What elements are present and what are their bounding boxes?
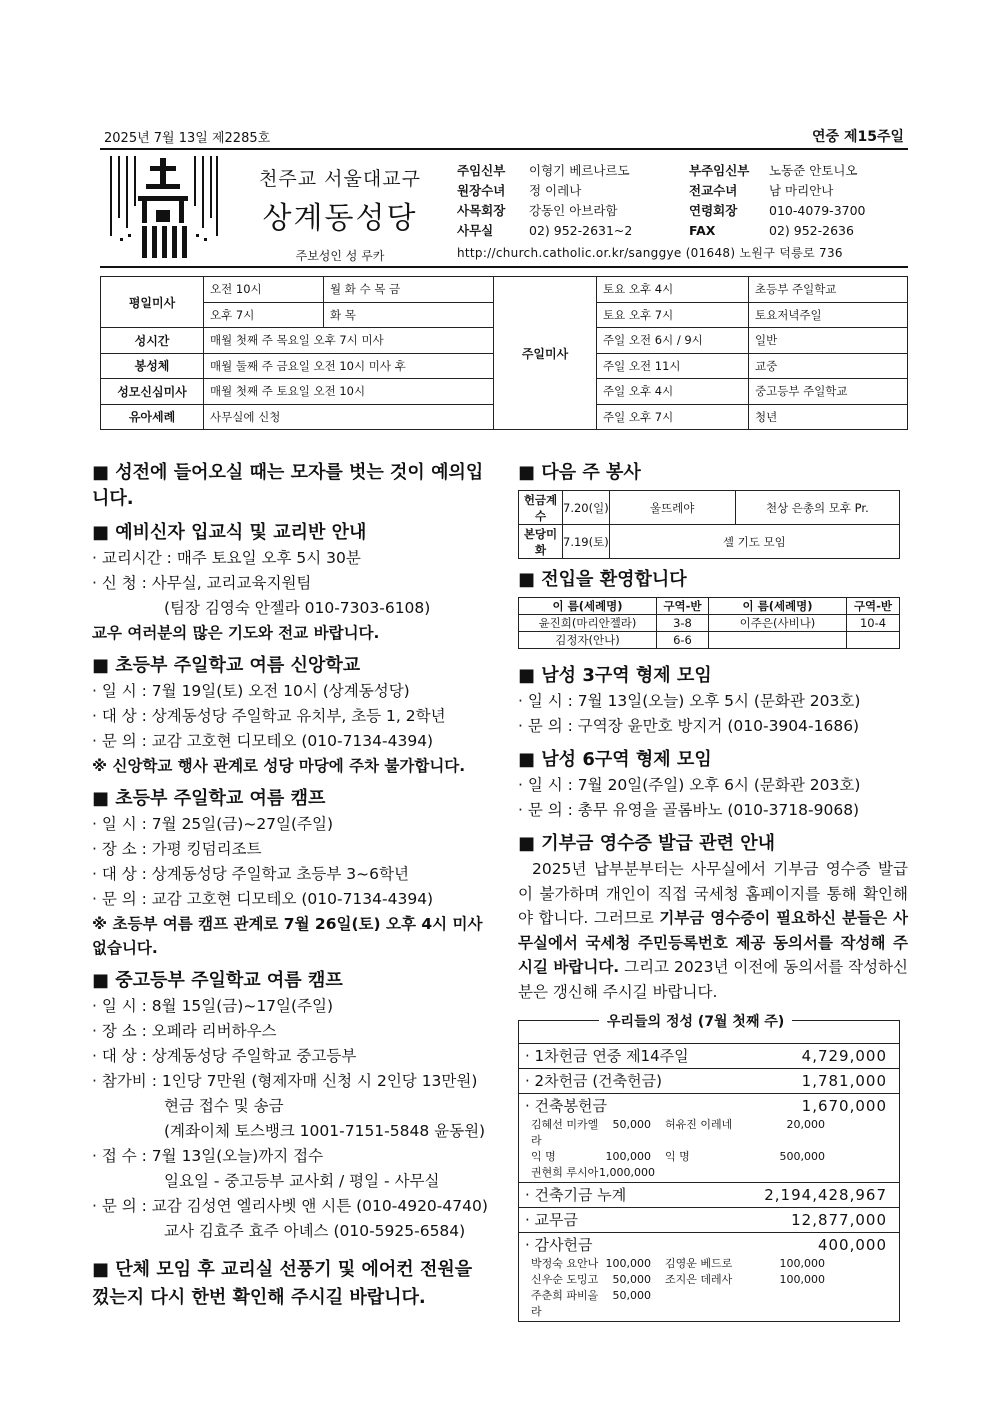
notice-line: 일요일 - 중고등부 교사회 / 평일 - 사무실 xyxy=(164,1172,440,1190)
info-row xyxy=(457,160,907,180)
offering-label: · 감사헌금 xyxy=(525,1236,593,1254)
left-column xyxy=(92,460,487,1312)
info-row xyxy=(457,180,907,200)
welcome-header: 이 름(세례명) xyxy=(709,598,847,615)
schedule-cell: 화 목 xyxy=(324,302,494,328)
service-cell: 천상 은총의 모후 Pr. xyxy=(735,491,899,525)
service-cell: 7.19(토) xyxy=(563,525,610,559)
donor-amount: 50,000 xyxy=(612,1289,651,1302)
offerings-title: 우리들의 정성 (7월 첫째 주) xyxy=(599,1011,792,1031)
info-value: 정 이레나 xyxy=(529,183,582,198)
welcome-header: 구역-반 xyxy=(847,598,900,615)
service-cell: 7.20(일) xyxy=(563,491,610,525)
donor-amount: 50,000 xyxy=(612,1273,651,1286)
notice-line: · 문 의 : 교감 김성연 엘리사벳 앤 시튼 (010-4920-4740) xyxy=(92,1197,488,1215)
donor-name: 허유진 이레네 xyxy=(665,1118,733,1131)
schedule-cell: 주일 오전 6시 / 9시 xyxy=(597,328,749,354)
service-cell: 울뜨레야 xyxy=(609,491,735,525)
notice-line: 교사 김효주 효주 아녜스 (010-5925-6584) xyxy=(164,1222,466,1240)
contact-info xyxy=(457,160,907,261)
donor-name: 박정숙 요안나 xyxy=(531,1257,599,1270)
notice-line: · 일 시 : 7월 20일(주일) 오후 6시 (문화관 203호) xyxy=(518,776,861,794)
info-value: 이형기 베르나르도 xyxy=(529,163,630,178)
welcome-cell: 이주은(사비나) xyxy=(709,615,847,632)
notice-line: · 문 의 : 총무 유영을 골롬바노 (010-3718-9068) xyxy=(518,801,860,819)
welcome-cell xyxy=(709,632,847,649)
right-column xyxy=(518,460,908,1322)
schedule-cell: 매월 첫째 주 목요일 오후 7시 미사 xyxy=(204,328,494,354)
bulletin-page xyxy=(92,129,908,1318)
donor-list xyxy=(525,1256,887,1320)
offering-label: · 건축기금 누계 xyxy=(525,1186,627,1204)
service-cell: 헌금계수 xyxy=(519,491,563,525)
info-row xyxy=(457,220,907,240)
offering-row xyxy=(519,1068,899,1093)
notice-line: · 장 소 : 오페라 리버하우스 xyxy=(92,1022,277,1040)
schedule-cell: 초등부 주일학교 xyxy=(749,277,908,303)
notice-line: · 대 상 : 상계동성당 주일학교 유치부, 초등 1, 2학년 xyxy=(92,707,446,725)
donor-name: 익 명 xyxy=(665,1150,690,1163)
donor-name: 주춘희 파비올라 xyxy=(531,1289,599,1318)
donor-name: 조지은 데레사 xyxy=(665,1273,733,1286)
anointing-label: 봉성체 xyxy=(101,353,204,379)
notice-line: · 참가비 : 1인당 7만원 (형제자매 신청 시 2인당 13만원) xyxy=(92,1072,478,1090)
schedule-cell: 매월 첫째 주 토요일 오전 10시 xyxy=(204,379,494,405)
diocese-name: 천주교 서울대교구 xyxy=(259,168,421,190)
notice-emphasis: ※ 초등부 여름 캠프 관계로 7월 26일(토) 오후 4시 미사 없습니다. xyxy=(92,915,483,957)
schedule-cell: 오후 7시 xyxy=(204,302,324,328)
para-emphasis: 기부금 영수증이 필요하신 분들은 사무실에서 국세청 주민등록번호 제공 동의서를 작성해 주시길 바랍니다. xyxy=(518,909,908,976)
schedule-cell: 토요 오후 7시 xyxy=(597,302,749,328)
offering-row xyxy=(519,1043,899,1068)
notice-line: · 장 소 : 가평 킹덤리조트 xyxy=(92,840,262,858)
donor-name: 권현희 루시아 xyxy=(531,1166,599,1179)
issue-line xyxy=(100,130,908,150)
issue-date: 2025년 7월 13일 제2285호 xyxy=(104,131,271,146)
donor-amount: 100,000 xyxy=(779,1257,825,1270)
donor-name: 김영운 베드로 xyxy=(665,1257,733,1270)
notice-line: · 신 청 : 사무실, 교리교육지원팀 xyxy=(92,574,312,592)
schedule-cell: 매월 둘째 주 금요일 오전 10시 미사 후 xyxy=(204,353,494,379)
info-key: 사목회장 xyxy=(457,203,506,218)
donor-amount: 50,000 xyxy=(612,1118,651,1131)
elementary-camp-title: ■ 초등부 주일학교 여름 캠프 xyxy=(92,788,326,809)
para-text: 2025년 납부분부터는 사무실에서 기부금 영수증 발급이 불가하며 개인이 직접 국세청 홈페이지를 통해 확인해야 합니다. 그러므로 xyxy=(518,860,908,927)
notice-line: · 대 상 : 상계동성당 주일학교 초등부 3~6학년 xyxy=(92,865,409,883)
mass-schedule-table xyxy=(100,276,908,430)
donor-name: 김혜선 미카엘라 xyxy=(531,1118,599,1147)
donor-name xyxy=(665,1288,763,1320)
schedule-cell: 토요저녁주일 xyxy=(749,302,908,328)
welcome-cell: 윤진희(마리안젤라) xyxy=(519,615,657,632)
offering-label: · 교무금 xyxy=(525,1211,579,1229)
info-key: 원장수녀 xyxy=(457,183,506,198)
info-key: 전교수녀 xyxy=(689,183,738,198)
info-value: 02) 952-2631~2 xyxy=(529,222,633,238)
schedule-cell: 주일 오후 7시 xyxy=(597,404,749,430)
notice-line: · 문 의 : 교감 고호현 디모테오 (010-7134-4394) xyxy=(92,732,434,750)
donor-amount xyxy=(763,1165,839,1181)
holy-hour-label: 성시간 xyxy=(101,328,204,354)
church-logo-icon xyxy=(108,156,218,260)
info-value: 노동준 안토니오 xyxy=(769,163,858,178)
schedule-cell: 주일 오후 4시 xyxy=(597,379,749,405)
faith-school-title: ■ 초등부 주일학교 여름 신앙학교 xyxy=(92,655,361,676)
donor-amount: 1,000,000 xyxy=(599,1166,655,1179)
donation-receipt-title: ■ 기부금 영수증 발급 관련 안내 xyxy=(518,833,775,854)
patron-saint: 주보성인 성 루카 xyxy=(295,249,385,263)
donor-name: 신우순 도밍고 xyxy=(531,1273,599,1286)
donor-amount xyxy=(763,1288,839,1320)
offering-amount: 400,000 xyxy=(817,1236,887,1254)
notice-line: · 일 시 : 7월 19일(토) 오전 10시 (상계동성당) xyxy=(92,682,410,700)
men-zone3-title: ■ 남성 3구역 형제 모임 xyxy=(518,665,712,686)
offering-row xyxy=(519,1207,899,1232)
donor-name: 익 명 xyxy=(531,1150,556,1163)
welcome-cell: 10-4 xyxy=(847,615,900,632)
welcome-header: 구역-반 xyxy=(657,598,709,615)
donor-amount: 500,000 xyxy=(779,1150,825,1163)
notice-line: · 일 시 : 7월 25일(금)~27일(주일) xyxy=(92,815,334,833)
schedule-cell: 중고등부 주일학교 xyxy=(749,379,908,405)
parish-header xyxy=(100,150,908,268)
welcome-cell: 3-8 xyxy=(657,615,709,632)
notice-hat-title: ■ 성전에 들어오실 때는 모자를 벗는 것이 예의입니다. xyxy=(92,462,484,509)
schedule-cell: 오전 10시 xyxy=(204,277,324,303)
info-value: 남 마리안나 xyxy=(769,183,834,198)
donation-receipt-text xyxy=(518,857,908,1004)
notice-emphasis: 교우 여러분의 많은 기도와 전교 바랍니다. xyxy=(92,624,380,642)
notice-line: · 교리시간 : 매주 토요일 오후 5시 30분 xyxy=(92,549,361,567)
schedule-cell: 사무실에 신청 xyxy=(204,404,494,430)
info-key: FAX xyxy=(689,222,716,238)
welcome-cell: 6-6 xyxy=(657,632,709,649)
parish-name: 상계동성당 xyxy=(262,201,418,236)
donor-name xyxy=(665,1165,763,1181)
info-value: 02) 952-2636 xyxy=(769,222,854,238)
donor-amount: 100,000 xyxy=(779,1273,825,1286)
schedule-cell: 주일 오전 11시 xyxy=(597,353,749,379)
infant-baptism-label: 유아세례 xyxy=(101,404,204,430)
offering-amount: 1,670,000 xyxy=(801,1097,887,1115)
para-text: 그리고 2023년 이전에 동의서를 작성하신 분은 갱신해 주시길 바랍니다. xyxy=(518,958,908,1001)
info-key: 부주임신부 xyxy=(689,163,750,178)
offering-amount: 12,877,000 xyxy=(791,1211,887,1229)
service-cell: 셀 기도 모임 xyxy=(609,525,899,559)
donor-amount: 100,000 xyxy=(605,1257,651,1270)
welcome-cell: 김정자(안나) xyxy=(519,632,657,649)
schedule-cell: 월 화 수 목 금 xyxy=(324,277,494,303)
offering-label: · 1차헌금 연중 제14주일 xyxy=(525,1047,689,1065)
notice-line: (팀장 김영숙 안젤라 010-7303-6108) xyxy=(164,599,431,617)
notice-line: · 접 수 : 7월 13일(오늘)까지 접수 xyxy=(92,1147,324,1165)
welcome-header: 이 름(세례명) xyxy=(519,598,657,615)
notice-line: · 일 시 : 8월 15일(금)~17일(주일) xyxy=(92,997,334,1015)
website-address[interactable]: http://church.catholic.or.kr/sanggye (01648) 노원구 덕릉로 736 xyxy=(457,246,843,260)
info-value: 강동인 아브라함 xyxy=(529,203,618,218)
info-key: 주임신부 xyxy=(457,163,506,178)
donor-amount: 20,000 xyxy=(786,1118,825,1131)
welcome-table xyxy=(518,597,900,649)
notice-line: · 대 상 : 상계동성당 주일학교 중고등부 xyxy=(92,1047,357,1065)
notice-line: · 일 시 : 7월 13일(오늘) 오후 5시 (문화관 203호) xyxy=(518,692,861,710)
schedule-cell: 일반 xyxy=(749,328,908,354)
heart-mass-label: 성모신심미사 xyxy=(101,379,204,405)
schedule-cell: 청년 xyxy=(749,404,908,430)
next-week-service-title: ■ 다음 주 봉사 xyxy=(518,462,641,483)
offering-label: · 2차헌금 (건축헌금) xyxy=(525,1072,662,1090)
men-zone6-title: ■ 남성 6구역 형제 모임 xyxy=(518,749,712,770)
parish-title-block xyxy=(250,164,430,264)
sunday-mass-label: 주일미사 xyxy=(494,277,597,430)
offering-row xyxy=(519,1232,899,1321)
offering-row xyxy=(519,1093,899,1182)
liturgical-week: 연중 제15주일 xyxy=(812,129,904,145)
donor-list xyxy=(525,1117,887,1181)
donor-amount: 100,000 xyxy=(605,1150,651,1163)
service-cell: 본당미화 xyxy=(519,525,563,559)
offering-label: · 건축봉헌금 xyxy=(525,1097,607,1115)
notice-emphasis: ※ 신앙학교 행사 관계로 성당 마당에 주차 불가합니다. xyxy=(92,757,466,775)
offering-amount: 1,781,000 xyxy=(801,1072,887,1090)
offering-row xyxy=(519,1182,899,1207)
offering-amount: 4,729,000 xyxy=(801,1047,887,1065)
weekday-mass-label: 평일미사 xyxy=(101,277,204,328)
notice-line: · 문 의 : 구역장 윤만호 방지거 (010-3904-1686) xyxy=(518,717,860,735)
notice-line: · 문 의 : 교감 고호현 디모테오 (010-7134-4394) xyxy=(92,890,434,908)
notice-line: 현금 접수 및 송금 xyxy=(164,1097,284,1115)
info-row xyxy=(457,200,907,220)
welcome-title: ■ 전입을 환영합니다 xyxy=(518,569,687,590)
schedule-cell: 교중 xyxy=(749,353,908,379)
offerings-box xyxy=(518,1014,900,1322)
schedule-cell: 토요 오후 4시 xyxy=(597,277,749,303)
info-key: 사무실 xyxy=(457,223,494,238)
info-value: 010-4079-3700 xyxy=(769,202,866,218)
youth-camp-title: ■ 중고등부 주일학교 여름 캠프 xyxy=(92,970,343,991)
notice-line: (계좌이체 토스뱅크 1001-7151-5848 윤동원) xyxy=(164,1122,486,1140)
fan-aircon-notice: ■ 단체 모임 후 교리실 선풍기 및 에어컨 전원을 껐는지 다시 한번 확인해 주시길 바랍니다. xyxy=(92,1259,473,1308)
catechumen-title: ■ 예비신자 입교식 및 교리반 안내 xyxy=(92,522,367,543)
welcome-cell xyxy=(847,632,900,649)
service-table xyxy=(518,490,900,559)
info-key: 연령회장 xyxy=(689,203,738,218)
offering-amount: 2,194,428,967 xyxy=(764,1186,887,1204)
